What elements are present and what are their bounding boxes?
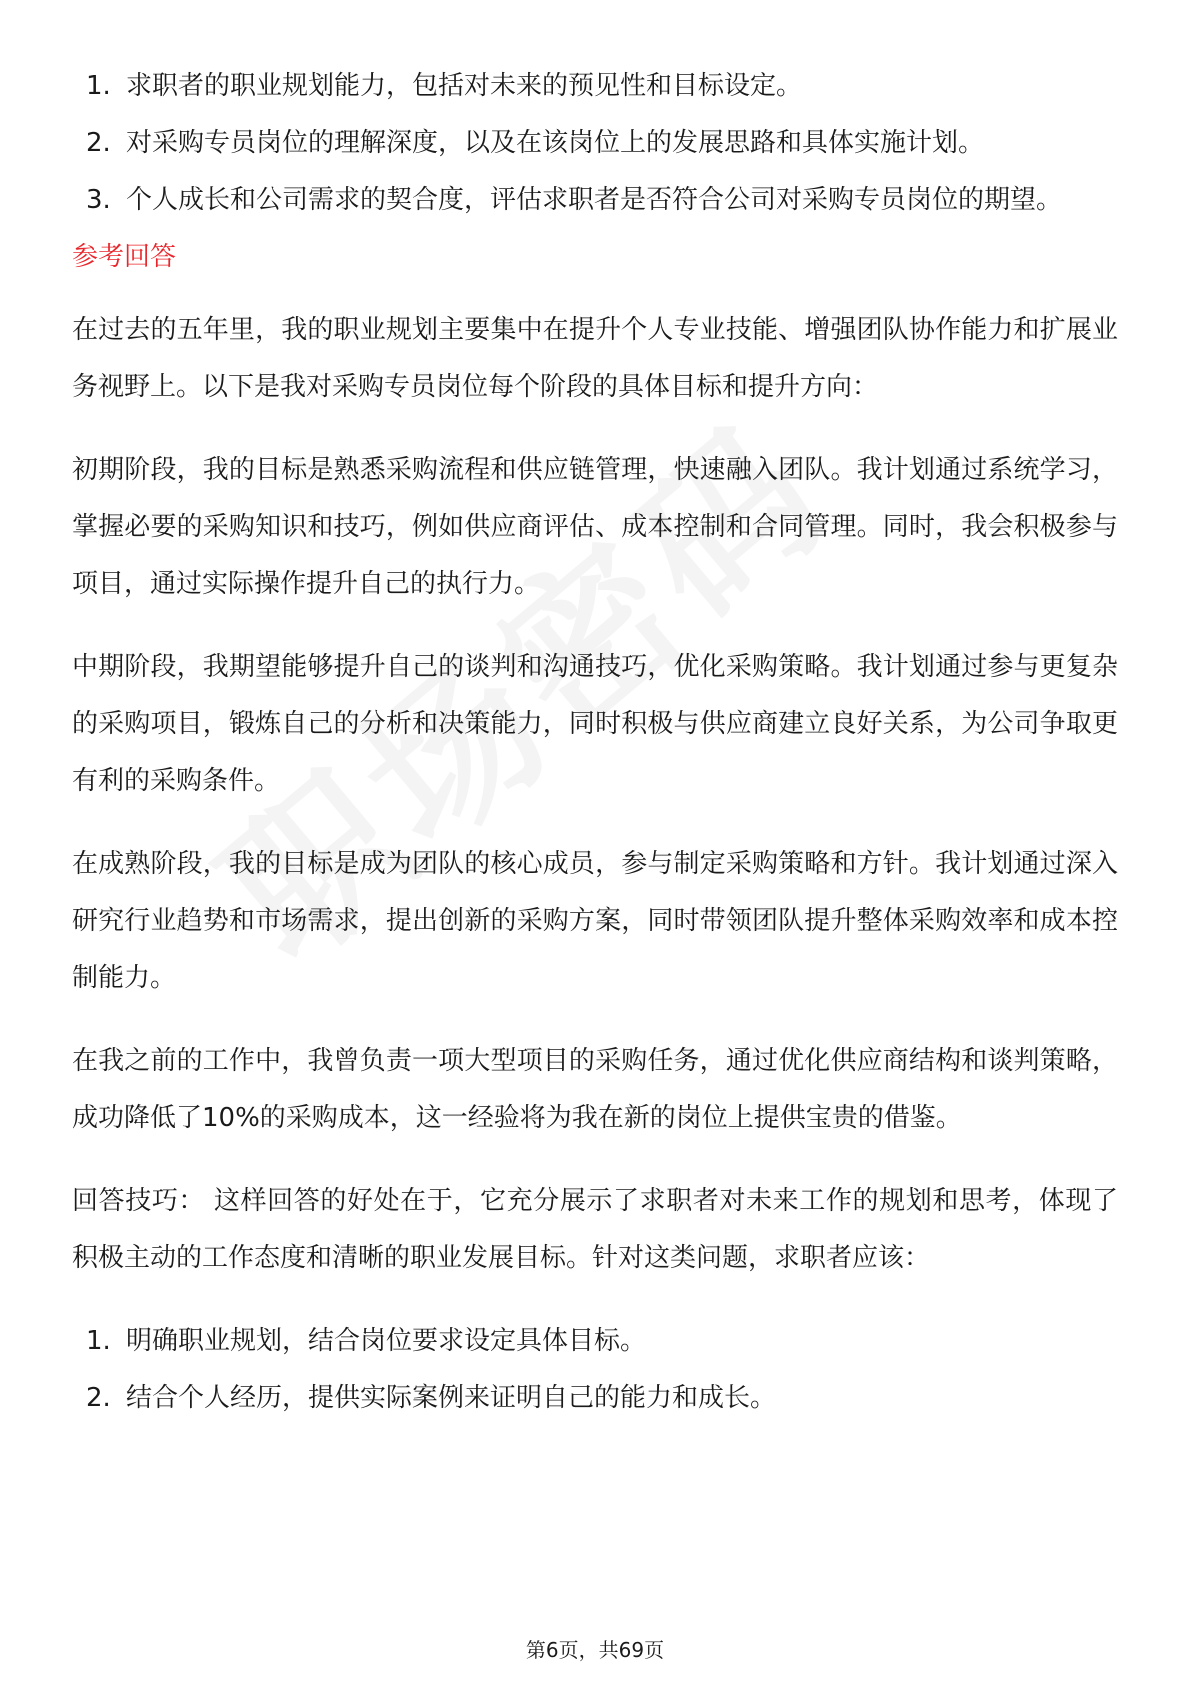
paragraph-intro: 在过去的五年里，我的职业规划主要集中在提升个人专业技能、增强团队协作能力和扩展业务视野上。以下是我对采购专员岗位每个阶段的具体目标和提升方向： xyxy=(72,315,1118,402)
list-text: 结合个人经历，提供实际案例来证明自己的能力和成长。 xyxy=(126,1383,777,1413)
page-content xyxy=(72,58,1118,1427)
tips-list xyxy=(72,1313,1118,1427)
section-heading: 参考回答 xyxy=(72,242,177,272)
list-item xyxy=(72,172,1118,229)
list-number: 1. xyxy=(86,1326,111,1356)
page-number-footer: 第6页，共69页 xyxy=(525,1638,665,1662)
list-text: 个人成长和公司需求的契合度，评估求职者是否符合公司对采购专员岗位的期望。 xyxy=(126,185,1063,215)
paragraph-mature-stage: 在成熟阶段，我的目标是成为团队的核心成员，参与制定采购策略和方针。我计划通过深入研究行业趋势和市场需求，提出创新的采购方案，同时带领团队提升整体采购效率和成本控制能力。 xyxy=(72,849,1118,993)
list-number: 1. xyxy=(86,71,111,101)
list-text: 明确职业规划，结合岗位要求设定具体目标。 xyxy=(126,1326,647,1356)
paragraph-experience: 在我之前的工作中，我曾负责一项大型项目的采购任务，通过优化供应商结构和谈判策略，成功降低了10%的采购成本，这一经验将为我在新的岗位上提供宝贵的借鉴。 xyxy=(72,1046,1118,1133)
paragraph-early-stage: 初期阶段，我的目标是熟悉采购流程和供应链管理，快速融入团队。我计划通过系统学习，掌握必要的采购知识和技巧，例如供应商评估、成本控制和合同管理。同时，我会积极参与项目，通过实际操作提升自己的执行力。 xyxy=(72,455,1118,599)
list-text: 求职者的职业规划能力，包括对未来的预见性和目标设定。 xyxy=(126,71,803,101)
list-item xyxy=(72,1313,1118,1370)
list-number: 2. xyxy=(86,128,111,158)
paragraph-mid-stage: 中期阶段，我期望能够提升自己的谈判和沟通技巧，优化采购策略。我计划通过参与更复杂的采购项目，锻炼自己的分析和决策能力，同时积极与供应商建立良好关系，为公司争取更有利的采购条件。 xyxy=(72,652,1118,796)
criteria-list xyxy=(72,58,1118,229)
list-number: 2. xyxy=(86,1383,111,1413)
list-item xyxy=(72,1370,1118,1427)
list-item xyxy=(72,58,1118,115)
list-text: 对采购专员岗位的理解深度，以及在该岗位上的发展思路和具体实施计划。 xyxy=(126,128,985,158)
list-number: 3. xyxy=(86,185,111,215)
paragraph-tips: 回答技巧： 这样回答的好处在于，它充分展示了求职者对未来工作的规划和思考，体现了积极主动的工作态度和清晰的职业发展目标。针对这类问题，求职者应该： xyxy=(72,1186,1118,1273)
list-item xyxy=(72,115,1118,172)
